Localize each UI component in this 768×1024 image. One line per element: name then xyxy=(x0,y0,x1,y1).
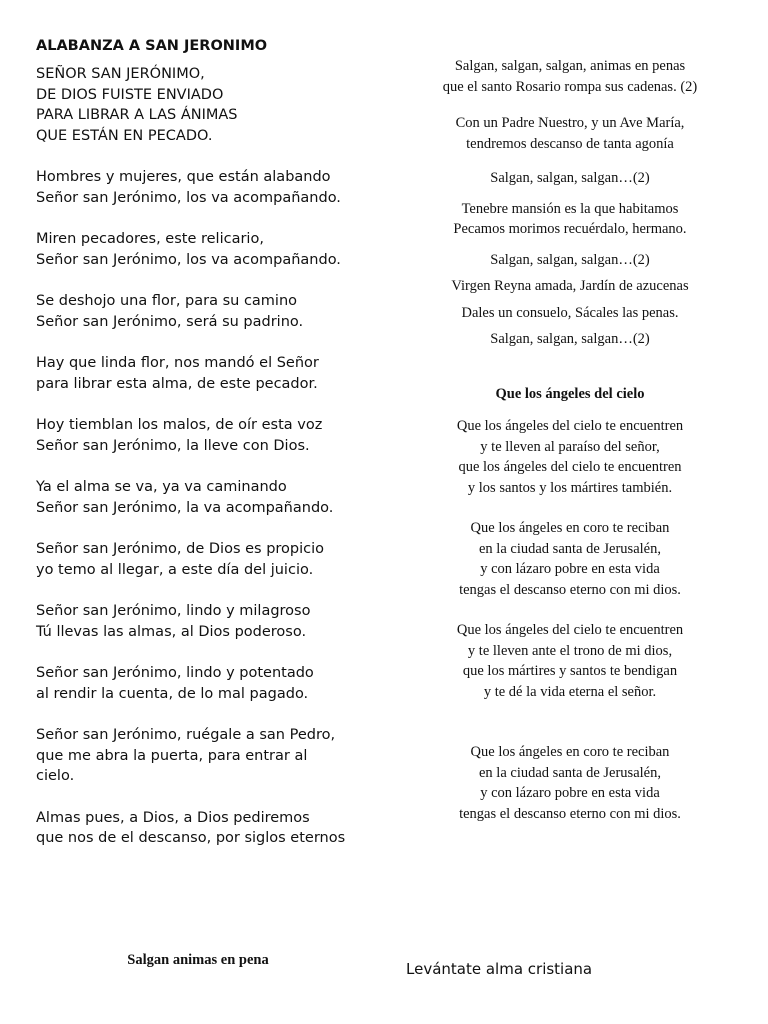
stanza-line: tendremos descanso de tanta agonía xyxy=(466,135,674,152)
right-stanza xyxy=(420,276,720,297)
stanza-line: SEÑOR SAN JERÓNIMO, xyxy=(36,66,205,82)
left-stanzas xyxy=(36,64,416,849)
stanza-line: que los ángeles del cielo te encuentren xyxy=(458,459,682,475)
right-stanza xyxy=(420,742,720,824)
right-stanza xyxy=(420,199,720,240)
left-stanza xyxy=(36,663,416,704)
stanza-line: Pecamos morimos recuérdalo, hermano. xyxy=(453,221,687,237)
right-stanza xyxy=(420,250,720,271)
stanza-line: en la ciudad santa de Jerusalén, xyxy=(479,540,661,557)
stanza-line: Señor san Jerónimo, la lleve con Dios. xyxy=(36,437,310,454)
section-heading xyxy=(420,384,720,405)
left-stanza xyxy=(36,64,416,146)
left-stanza xyxy=(36,415,416,456)
stanza-line: Salgan, salgan, salgan, animas en penas xyxy=(454,58,686,74)
stanza-line: y con lázaro pobre en esta vida xyxy=(480,561,660,577)
stanza-line: Señor san Jerónimo, ruégale a san Pedro, xyxy=(36,727,336,743)
left-column xyxy=(36,36,416,870)
stanza-line: Que los ángeles del cielo te encuentren xyxy=(456,418,684,434)
stanza-line: Hay que linda flor, nos mandó el Señor xyxy=(36,355,319,371)
stanza-line: Miren pecadores, este relicario, xyxy=(36,231,264,247)
right-stanza xyxy=(420,168,720,189)
stanza-line: Hombres y mujeres, que están alabando xyxy=(36,169,331,185)
stanza-line: Salgan, salgan, salgan…(2) xyxy=(490,331,650,347)
right-stanza xyxy=(420,518,720,600)
stanza-line: Se deshojo una flor, para su camino xyxy=(36,293,298,309)
stanza-line: y te dé la vida eterna el señor. xyxy=(483,683,657,700)
stanza-line: que nos de el descanso, por siglos eternos xyxy=(36,830,346,846)
right-column xyxy=(420,56,720,824)
stanza-line: Señor san Jerónimo, de Dios es propicio xyxy=(36,541,325,557)
hymn-title: ALABANZA A SAN JERONIMO xyxy=(36,38,268,54)
stanza-line: en la ciudad santa de Jerusalén, xyxy=(479,764,661,781)
stanza-line: tengas el descanso eterno con mi dios. xyxy=(459,581,681,598)
stanza-line: Almas pues, a Dios, a Dios pediremos xyxy=(36,809,310,826)
stanza-line: yo temo al llegar, a este día del juicio. xyxy=(36,561,314,578)
right-stanza xyxy=(420,303,720,324)
footer-left-title: Salgan animas en pena xyxy=(127,952,269,968)
stanza-line: Señor san Jerónimo, la va acompañando. xyxy=(36,499,334,516)
right-stanza xyxy=(420,620,720,702)
left-stanza xyxy=(36,229,416,270)
footer-right-title: Levántate alma cristiana xyxy=(406,960,593,978)
stanza-line: Tenebre mansión es la que habitamos xyxy=(461,200,679,217)
stanza-line: que el santo Rosario rompa sus cadenas. (2) xyxy=(442,78,698,95)
stanza-line: tengas el descanso eterno con mi dios. xyxy=(459,805,681,822)
stanza-line: que los mártires y santos te bendigan xyxy=(462,663,678,679)
stanza-line: Que los ángeles del cielo xyxy=(495,385,645,402)
stanza-line: DE DIOS FUISTE ENVIADO xyxy=(36,86,224,103)
right-stanza xyxy=(420,113,720,154)
stanza-line: Que los ángeles en coro te reciban xyxy=(470,744,670,760)
stanza-line: Señor san Jerónimo, lindo y milagroso xyxy=(36,603,311,619)
stanza-line: QUE ESTÁN EN PECADO. xyxy=(36,127,213,144)
stanza-line: Señor san Jerónimo, los va acompañando. xyxy=(36,189,341,206)
right-stanza xyxy=(420,416,720,498)
left-stanza xyxy=(36,725,416,787)
stanza-line: PARA LIBRAR A LAS ÁNIMAS xyxy=(36,107,238,123)
stanza-line: Que los ángeles del cielo te encuentren xyxy=(456,622,684,638)
left-stanza xyxy=(36,539,416,580)
stanza-line: Virgen Reyna amada, Jardín de azucenas xyxy=(451,278,689,294)
stanza-line: que me abra la puerta, para entrar al xyxy=(36,747,308,764)
stanza-line: Señor san Jerónimo, lindo y potentado xyxy=(36,665,314,681)
right-stanza xyxy=(420,329,720,350)
left-stanza xyxy=(36,291,416,332)
stanza-line: Ya el alma se va, ya va caminando xyxy=(36,479,287,495)
stanza-line: Tú llevas las almas, al Dios poderoso. xyxy=(36,623,307,640)
stanza-line: cielo. xyxy=(36,768,75,784)
stanza-line: Señor san Jerónimo, será su padrino. xyxy=(36,313,304,330)
stanza-line: Dales un consuelo, Sácales las penas. xyxy=(461,304,679,321)
stanza-line: Con un Padre Nuestro, y un Ave María, xyxy=(455,115,685,131)
right-blocks xyxy=(420,56,720,824)
stanza-line: y te lleven al paraíso del señor, xyxy=(480,438,660,455)
stanza-line: Salgan, salgan, salgan…(2) xyxy=(490,251,650,268)
stanza-line: Que los ángeles en coro te reciban xyxy=(470,520,670,536)
left-stanza xyxy=(36,353,416,394)
stanza-line: y con lázaro pobre en esta vida xyxy=(480,785,660,801)
left-stanza xyxy=(36,808,416,849)
stanza-line: Salgan, salgan, salgan…(2) xyxy=(490,170,650,186)
stanza-line: y te lleven ante el trono de mi dios, xyxy=(467,642,673,659)
stanza-line: al rendir la cuenta, de lo mal pagado. xyxy=(36,685,309,702)
stanza-line: para librar esta alma, de este pecador. xyxy=(36,375,318,392)
stanza-line: Señor san Jerónimo, los va acompañando. xyxy=(36,251,341,268)
right-stanza xyxy=(420,56,720,97)
left-stanza xyxy=(36,601,416,642)
stanza-line: y los santos y los mártires también. xyxy=(467,479,673,496)
left-stanza xyxy=(36,167,416,208)
stanza-line: Hoy tiemblan los malos, de oír esta voz xyxy=(36,417,323,433)
left-stanza xyxy=(36,477,416,518)
